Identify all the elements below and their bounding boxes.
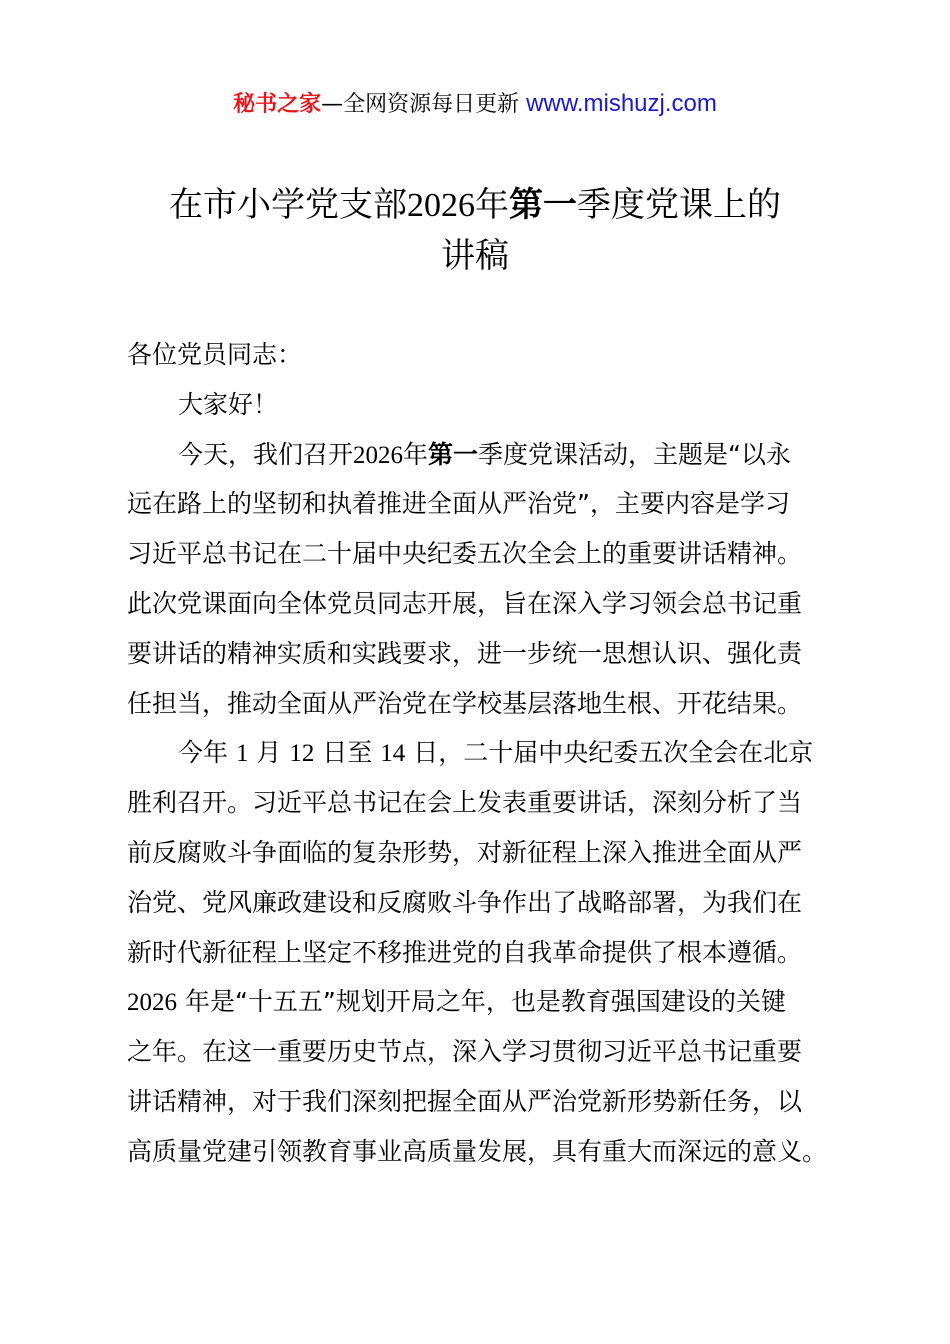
site-url-link[interactable]: www.mishuzj.com (526, 90, 717, 117)
greeting: 大家好！ (178, 389, 279, 419)
text: 年是“十五五”规划开局之年，也是教育强国建设的关键 (177, 987, 786, 1017)
bold-text: 第一 (428, 439, 479, 469)
text: 今天，我们召开 (178, 439, 354, 469)
tagline: —全网资源每日更新 (321, 92, 527, 117)
title-year: 2026 (407, 187, 475, 224)
number: 14 (380, 740, 406, 768)
paragraph-line: 胜利召开。习近平总书记在会上发表重要讲话，深刻分析了当 (127, 788, 803, 818)
number: 12 (289, 740, 315, 768)
paragraph-line: 新时代新征程上坚定不移推进党的自我革命提供了根本遵循。 (127, 937, 803, 967)
paragraph-line: 之年。在这一重要历史节点，深入学习贯彻习近平总书记重要 (127, 1037, 803, 1067)
paragraph-line: 此次党课面向全体党员同志开展，旨在深入学习领会总书记重 (127, 588, 803, 618)
title-line-2: 讲稿 (441, 236, 509, 276)
site-header (0, 88, 950, 121)
document-title (0, 180, 950, 281)
text: 日，二十届中央纪委五次全会在北京 (405, 738, 814, 768)
paragraph-line: 治党、党风廉政建设和反腐败斗争作出了战略部署，为我们在 (127, 887, 803, 917)
paragraph-line (127, 430, 847, 480)
title-text: 季度党课上的 (577, 185, 781, 225)
title-bold-text: 第一 (509, 185, 577, 225)
paragraph-line: 前反腐败斗争面临的复杂形势，对新征程上深入推进全面从严 (127, 837, 803, 867)
title-text: 年 (475, 185, 509, 225)
paragraph-line (127, 728, 847, 778)
year: 2026 (353, 441, 404, 469)
text: 月 (248, 738, 290, 768)
paragraph-line: 要讲话的精神实质和实践要求，进一步统一思想认识、强化责 (127, 638, 803, 668)
paragraph-line: 高质量党建引领教育事业高质量发展，具有重大而深远的意义。 (127, 1136, 828, 1166)
text: 今年 (178, 738, 236, 768)
paragraph-line (127, 977, 847, 1027)
salutation: 各位党员同志： (127, 340, 303, 369)
brand-name: 秘书之家 (233, 92, 322, 117)
paragraph-line: 远在路上的坚韧和执着推进全面从严治党”，主要内容是学习 (127, 489, 790, 519)
paragraph-line: 讲话精神，对于我们深刻把握全面从严治党新形势新任务，以 (127, 1086, 803, 1116)
title-text: 在市小学党支部 (169, 185, 407, 225)
number: 1 (235, 740, 249, 768)
year: 2026 (127, 989, 177, 1017)
document-body (127, 330, 847, 1177)
text: 年 (403, 439, 429, 469)
text: 日至 (314, 738, 381, 768)
paragraph-line: 习近平总书记在二十届中央纪委五次全会上的重要讲话精神。 (127, 539, 803, 569)
text: 季度党课活动，主题是“以永 (478, 439, 791, 469)
paragraph-line: 任担当，推动全面从严治党在学校基层落地生根、开花结果。 (127, 688, 803, 718)
